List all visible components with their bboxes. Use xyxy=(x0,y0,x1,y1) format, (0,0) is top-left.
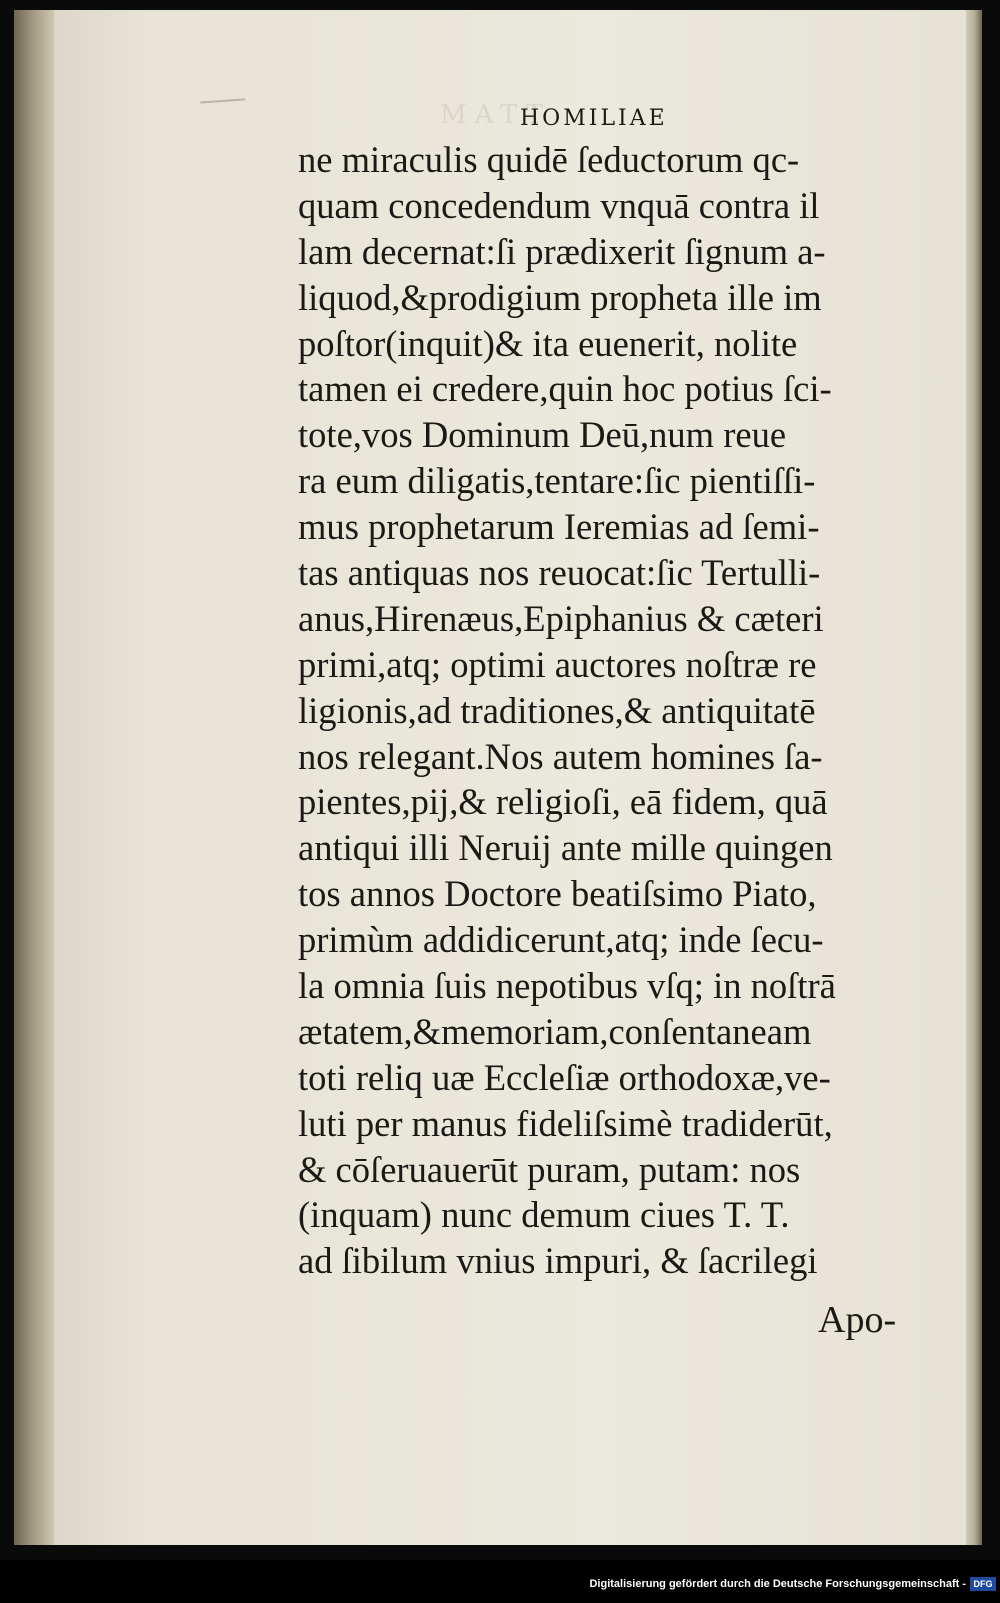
text-line: ad ſibilum vnius impuri, & ſacrilegi xyxy=(298,1241,818,1283)
text-line: primi,atq; optimi auctores noſtræ re xyxy=(298,644,817,686)
text-line: tos annos Doctore beatiſsimo Piato, xyxy=(298,874,817,916)
text-line: ligionis,ad traditiones,& antiquitatē xyxy=(298,690,816,732)
catchword: Apo- xyxy=(818,1299,897,1341)
text-line: ne miraculis quidē ſeductorum qc- xyxy=(298,140,800,181)
text-line: luti per manus fideliſsimè tradiderūt, xyxy=(298,1103,833,1145)
page-edge-right xyxy=(964,10,982,1545)
text-block xyxy=(298,138,938,1285)
text-line: lam decernat:ſi prædixerit ſignum a- xyxy=(298,231,826,273)
text-line: ra eum diligatis,tentare:ſic pientiſſi- xyxy=(298,461,816,503)
dfg-logo: DFG xyxy=(970,1577,996,1591)
bleed-through-text: MATT xyxy=(440,100,552,130)
text-line: mus prophetarum Ieremias ad ſemi- xyxy=(298,507,820,549)
text-line: liquod,&prodigium propheta ille im xyxy=(298,277,822,319)
text-line: quam concedendum vnquā contra il xyxy=(298,185,820,227)
text-line: antiqui illi Neruij ante mille quingen xyxy=(298,828,833,870)
text-line: tamen ei credere,quin hoc potius ſci- xyxy=(298,369,832,411)
text-line: (inquam) nunc demum ciues T. T. xyxy=(298,1195,790,1237)
running-head: HOMILIAE xyxy=(520,106,668,131)
text-line: nos relegant.Nos autem homines ſa- xyxy=(298,736,823,778)
text-line: tas antiquas nos reuocat:ſic Tertulli- xyxy=(298,553,821,595)
text-line: la omnia ſuis nepotibus vſq; in noſtrā xyxy=(298,966,836,1008)
text-line: & cōſeruauerūt puram, putam: nos xyxy=(298,1149,801,1191)
text-line: toti reliq uæ Eccleſiæ orthodoxæ,ve- xyxy=(298,1057,831,1099)
text-line: pientes,pij,& religioſi, eā fidem, quā xyxy=(298,782,828,824)
text-line: primùm addidicerunt,atq; inde ſecu- xyxy=(298,920,824,962)
footer-credit: Digitalisierung gefördert durch die Deutsche Forschungsgemeinschaft - xyxy=(589,1578,966,1590)
text-line: poſtor(inquit)& ita euenerit, nolite xyxy=(298,323,798,365)
text-line: anus,Hirenæus,Epiphanius & cæteri xyxy=(298,598,824,640)
text-line: tote,vos Dominum Deū,num reue xyxy=(298,415,787,457)
text-line: ætatem,&memoriam,conſentaneam xyxy=(298,1011,812,1053)
